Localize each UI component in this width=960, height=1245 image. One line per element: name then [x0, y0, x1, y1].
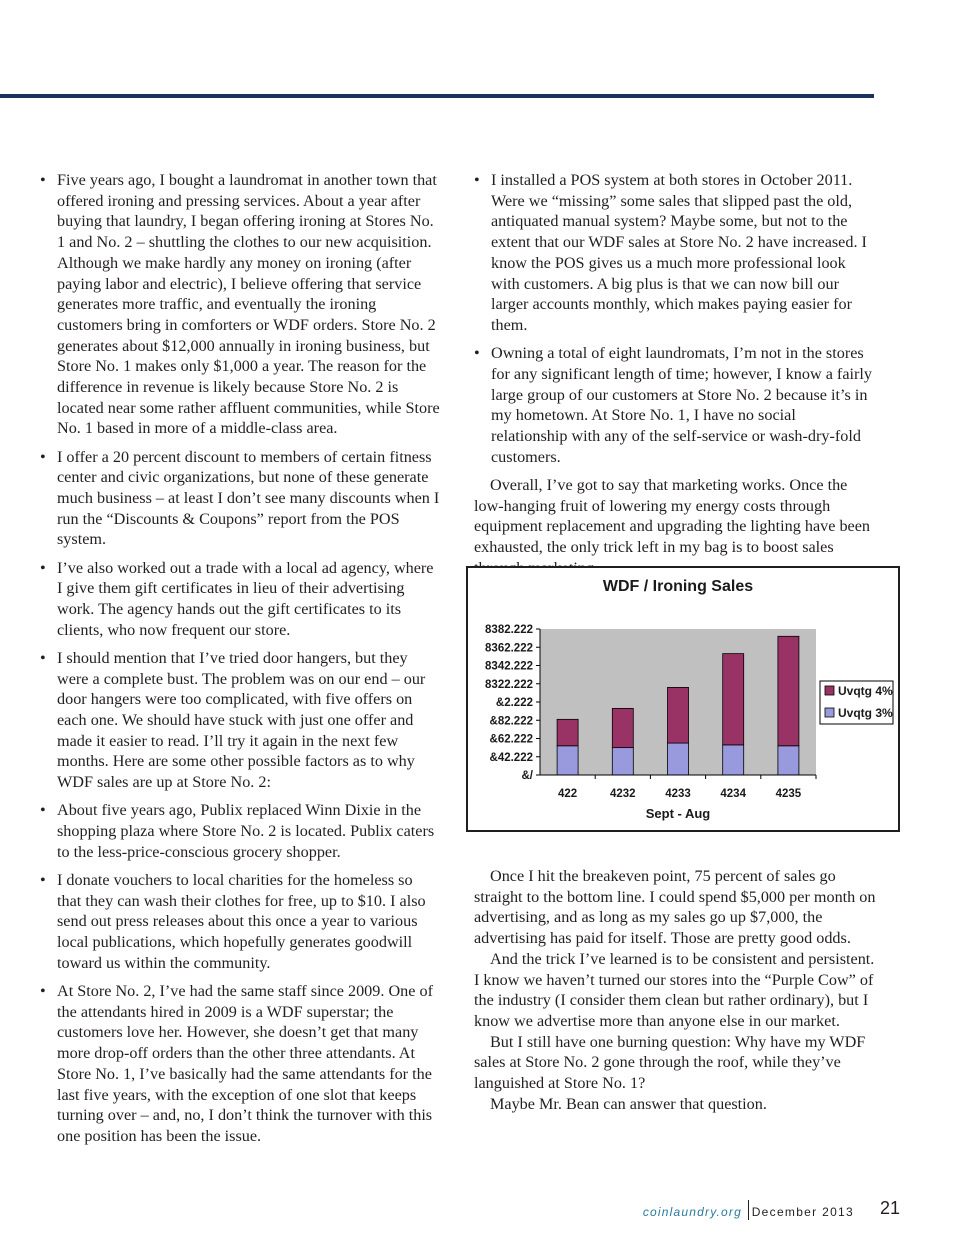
chart-svg: [468, 568, 898, 830]
bar-series-2-4233: [668, 743, 689, 775]
y-tick-label: 8342.222: [485, 660, 533, 673]
right-bullet-list: [474, 170, 876, 467]
legend-swatch-series-1: [825, 686, 834, 695]
x-axis-label: Sept - Aug: [645, 806, 711, 821]
x-tick-label: 4234: [720, 788, 746, 800]
x-tick-label: 422: [558, 788, 578, 800]
bar-series-1-4233: [668, 687, 689, 743]
x-axis: [558, 775, 816, 800]
list-item: • I’ve also worked out a trade with a local ad agency, where I give them gift certificates in lieu of their advertising work. The agency hands out the gift certificates to its clients, who now frequent our store.: [40, 558, 440, 641]
list-item: • Owning a total of eight laundromats, I’m not in the stores for any significant length of time; however, I know a fairly large group of our customers at Store No. 2 because it’s in my hometown. At Store No. 1, I have no social relationship with any of the self-service or wash-dry-fold customers.: [474, 343, 876, 467]
page-number: 21: [879, 1198, 900, 1218]
list-item: • I installed a POS system at both stores in October 2011. Were we “missing” some sales that slipped past the old, antiquated manual system? Maybe some, but not to the extent that our WDF sales at Store No. 2 have increased. I know the POS gives us a much more professional look with customers. A big plus is that we can now bill our larger accounts monthly, which makes paying easier for them.: [474, 170, 876, 336]
list-item: • About five years ago, Publix replaced Winn Dixie in the shopping plaza where Store No. 2 is located. Publix caters to the less-price-conscious grocery shopper.: [40, 800, 440, 862]
y-tick-label: &/: [521, 770, 533, 782]
footer-divider: [748, 1200, 749, 1220]
bar-series-1-4232: [612, 708, 633, 747]
paragraph: And the trick I’ve learned is to be consistent and persistent. I know we haven’t turned our stores into the “Purple Cow” of the industry (I consider them clean but rather ordinary), but I know we advertise more than anyone else in our market.: [474, 949, 875, 1030]
right-column: [474, 170, 876, 578]
bar-series-1-422: [557, 719, 578, 745]
footer-url: coinlaundry.org: [642, 1205, 742, 1219]
paragraph: Maybe Mr. Bean can answer that question.: [490, 1094, 767, 1113]
bottom-text: [474, 866, 876, 1114]
footer-date: December 2013: [751, 1205, 854, 1219]
bar-series-2-4234: [723, 745, 744, 775]
legend-label-series-1: Uvqtg 4%: [838, 684, 893, 698]
y-tick-label: &42.222: [489, 751, 533, 764]
left-bullet-list: [40, 170, 440, 1147]
page-footer: [600, 1198, 910, 1222]
sales-chart: [466, 566, 900, 832]
legend-label-series-2: Uvqtg 3%: [838, 706, 893, 720]
paragraph: But I still have one burning question: Why have my WDF sales at Store No. 2 gone through the roof, while they’ve languished at Store No. 1?: [474, 1032, 866, 1093]
bar-series-2-4235: [778, 746, 799, 775]
bar-series-2-422: [557, 746, 578, 775]
x-tick-label: 4233: [665, 788, 691, 800]
paragraph: Once I hit the breakeven point, 75 percent of sales go straight to the bottom line. I could spend $5,000 per month on advertising, and as long as my sales go up $7,000, the advertising has paid for itself. Those are pretty good odds.: [474, 867, 876, 948]
list-item: • I offer a 20 percent discount to members of certain fitness center and civic organizations, but none of these generate much business – at least I don’t see many discounts when I run the “Discounts & Coupons” report from the POS system.: [40, 447, 440, 551]
list-item: • I should mention that I’ve tried door hangers, but they were a complete bust. The problem was on our end – our door hangers were too complicated, with five offers on each one. We should have stuck with just one offer and made it easier to read. I’ll try it again in the next few months. Here are some other possible factors as to why WDF sales are up at Store No. 2:: [40, 648, 440, 793]
list-item: • Five years ago, I bought a laundromat in another town that offered ironing and pressing services. About a year after buying that laundry, I began offering ironing at Stores No. 1 and No. 2 – shuttling the clothes to our new acquisition. Although we make hardly any money on ironing (after paying labor and electric), I believe offering that service generates more traffic, and eventually the ironing customers bring in comforters or WDF orders. Store No. 2 generates about $12,000 annually in ironing business, but Store No. 1 makes only $1,000 a year. The reason for the difference in revenue is likely because Store No. 2 is located near some rather affluent communities, while Store No. 1 based in more of a middle-class area.: [40, 170, 440, 439]
left-column: [40, 170, 440, 1154]
header-rule: [0, 94, 874, 98]
legend-swatch-series-2: [825, 708, 834, 717]
y-tick-label: &2.222: [495, 697, 533, 709]
y-tick-label: 8382.222: [485, 624, 533, 636]
list-item: • I donate vouchers to local charities for the homeless so that they can wash their clothes for free, up to $10. I also send out press releases about this once a year to various local publications, which hopefully generates goodwill toward us within the community.: [40, 870, 440, 974]
closing-paragraph: Overall, I’ve got to say that marketing works. Once the low-hanging fruit of lowering my energy costs through equipment replacement and upgrading the lighting have been exhausted, the only trick left in my bag is to boost sales: [474, 475, 871, 556]
x-tick-label: 4235: [775, 788, 802, 800]
y-axis: [485, 624, 540, 782]
legend: [820, 681, 893, 724]
list-item: • At Store No. 2, I’ve had the same staff since 2009. One of the attendants hired in 2009 is a WDF superstar; the customers love her. However, she doesn’t get that many more drop-off orders than the other three attendants. At Store No. 1, I’ve basically had the same attendants for the last five years, with the exception of one slot that keeps turning over – and, no, I don’t think the turnover with this one position has been the issue.: [40, 981, 440, 1147]
y-tick-label: 8322.222: [485, 678, 533, 691]
x-tick-label: 4232: [610, 788, 636, 800]
y-tick-label: &62.222: [489, 733, 533, 746]
y-tick-label: &82.222: [489, 715, 533, 728]
bar-series-1-4235: [778, 636, 799, 746]
chart-title: WDF / Ironing Sales: [602, 578, 754, 595]
bar-series-1-4234: [723, 654, 744, 745]
bar-series-2-4232: [612, 748, 633, 775]
y-tick-label: 8362.222: [485, 642, 533, 655]
